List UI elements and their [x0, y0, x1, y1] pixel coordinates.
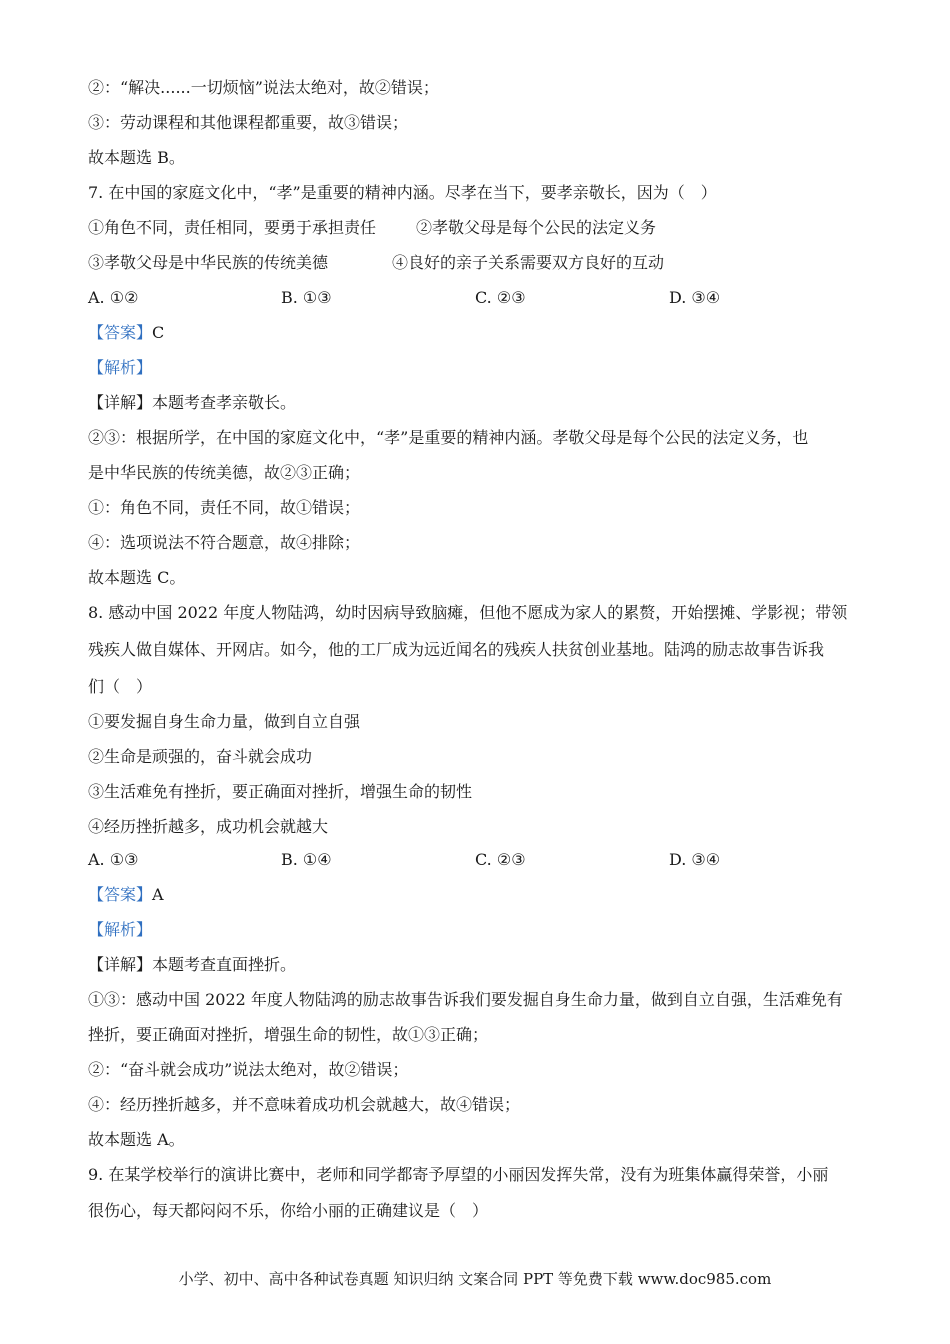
question-8-item: ①要发掘自身生命力量，做到自立自强	[88, 712, 361, 731]
question-7-answer	[88, 323, 164, 343]
explanation-line: ④：选项说法不符合题意，故④排除；	[88, 533, 361, 552]
explanation-line: ①③：感动中国 2022 年度人物陆鸿的励志故事告诉我们要发掘自身生命力量，做到自立自强，生活难免有	[88, 990, 843, 1009]
question-8-item: ④经历挫折越多，成功机会就越大	[88, 817, 329, 836]
answer-tag: 【答案】	[88, 323, 153, 342]
question-8-option-d: D. ③④	[669, 850, 721, 869]
question-7-option-a: A. ①②	[88, 288, 139, 307]
explanation-line: ①：角色不同，责任不同，故①错误；	[88, 498, 361, 517]
answer-tag: 【答案】	[88, 885, 153, 904]
question-8-option-a: A. ①③	[88, 850, 139, 869]
answer-value: A	[152, 885, 164, 904]
analysis-tag: 【解析】	[88, 920, 153, 939]
question-7-option-c: C. ②③	[475, 288, 526, 307]
text-line: ③：劳动课程和其他课程都重要，故③错误；	[88, 113, 409, 132]
explanation-line: 故本题选 A。	[88, 1130, 185, 1149]
question-8-stem: 8. 感动中国 2022 年度人物陆鸿，幼时因病导致脑瘫，但他不愿成为家人的累赘，开始摆摊、学影视；带领	[88, 603, 848, 622]
question-7-item: ②孝敬父母是每个公民的法定义务	[416, 218, 657, 237]
question-7-item: ①角色不同，责任相同，要勇于承担责任	[88, 218, 377, 237]
detail-tag: 【详解】	[88, 393, 153, 412]
question-8-item: ③生活难免有挫折，要正确面对挫折，增强生命的韧性	[88, 782, 473, 801]
explanation-line: 挫折，要正确面对挫折，增强生命的韧性，故①③正确；	[88, 1025, 489, 1044]
question-8-option-c: C. ②③	[475, 850, 526, 869]
detail-text: 本题考查直面挫折。	[152, 955, 297, 974]
explanation-line: 是中华民族的传统美德，故②③正确；	[88, 463, 361, 482]
question-8-item: ②生命是顽强的，奋斗就会成功	[88, 747, 313, 766]
question-9-stem: 很伤心，每天都闷闷不乐，你给小丽的正确建议是（ ）	[88, 1201, 489, 1220]
question-8-stem: 们（ ）	[88, 677, 153, 696]
page-footer: 小学、初中、高中各种试卷真题 知识归纳 文案合同 PPT 等免费下载 www.doc985.com	[178, 1270, 772, 1288]
question-7-item: ③孝敬父母是中华民族的传统美德	[88, 253, 329, 272]
text-line: 故本题选 B。	[88, 148, 185, 167]
explanation-line: 故本题选 C。	[88, 568, 186, 587]
analysis-tag: 【解析】	[88, 358, 153, 377]
question-7-option-d: D. ③④	[669, 288, 721, 307]
question-7-stem: 7. 在中国的家庭文化中，“孝”是重要的精神内涵。尽孝在当下，要孝亲敬长，因为（ ）	[88, 183, 717, 202]
question-7-detail	[88, 393, 296, 413]
question-8-option-b: B. ①④	[281, 850, 332, 869]
explanation-line: ②：“奋斗就会成功”说法太绝对，故②错误；	[88, 1060, 409, 1079]
question-8-stem: 残疾人做自媒体、开网店。如今，他的工厂成为远近闻名的残疾人扶贫创业基地。陆鸿的励志故事告诉我	[88, 640, 825, 659]
question-7-option-b: B. ①③	[281, 288, 332, 307]
question-9-stem: 9. 在某学校举行的演讲比赛中，老师和同学都寄予厚望的小丽因发挥失常，没有为班集体赢得荣誉，小丽	[88, 1165, 829, 1184]
text-line: ②：“解决......一切烦恼”说法太绝对，故②错误；	[88, 78, 439, 97]
question-8-answer	[88, 885, 164, 905]
answer-value: C	[152, 323, 165, 342]
explanation-line: ④：经历挫折越多，并不意味着成功机会就越大，故④错误；	[88, 1095, 521, 1114]
explanation-line: ②③：根据所学，在中国的家庭文化中，“孝”是重要的精神内涵。孝敬父母是每个公民的法定义务，也	[88, 428, 809, 447]
question-7-item: ④良好的亲子关系需要双方良好的互动	[392, 253, 665, 272]
detail-text: 本题考查孝亲敬长。	[152, 393, 297, 412]
question-8-detail	[88, 955, 296, 975]
detail-tag: 【详解】	[88, 955, 153, 974]
